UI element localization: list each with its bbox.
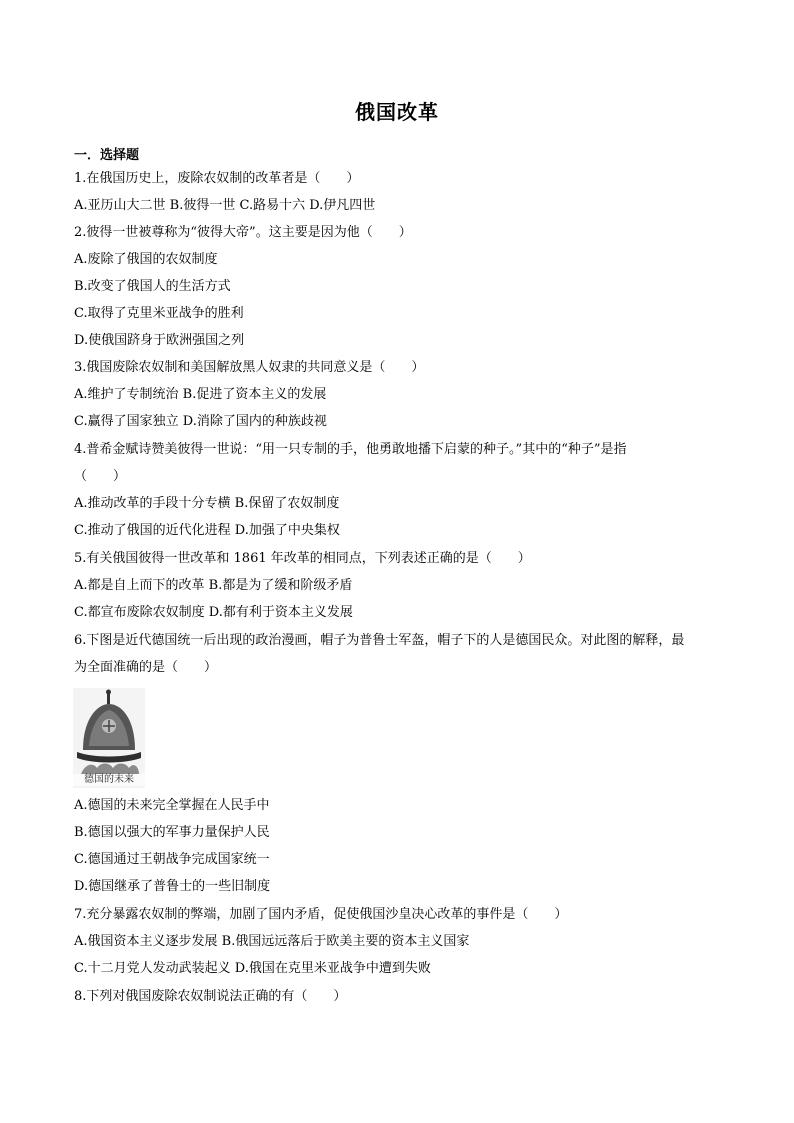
question-1-stem: 1.在俄国历史上，废除农奴制的改革者是（ ） — [74, 171, 360, 186]
question-7-options-cd: C.十二月党人发动武装起义 D.俄国在克里米亚战争中遭到失败 — [74, 961, 431, 976]
question-5-options-cd: C.都宣布废除农奴制度 D.都有利于资本主义发展 — [74, 605, 353, 620]
cartoon-image — [73, 688, 145, 788]
question-4-options-cd: C.推动了俄国的近代化进程 D.加强了中央集权 — [74, 523, 340, 538]
section-heading: 一．选择题 — [74, 148, 140, 163]
question-6-option-b: B.德国以强大的军事力量保护人民 — [74, 825, 270, 840]
question-7-stem: 7.充分暴露农奴制的弊端，加剧了国内矛盾，促使俄国沙皇决心改革的事件是（ ） — [74, 907, 568, 922]
question-6-option-c: C.德国通过王朝战争完成国家统一 — [74, 852, 270, 867]
question-2-option-b: B.改变了俄国人的生活方式 — [74, 279, 231, 294]
question-7-options-ab: A.俄国资本主义逐步发展 B.俄国远远落后于欧美主要的资本主义国家 — [74, 934, 470, 949]
question-2-option-d: D.使俄国跻身于欧洲强国之列 — [74, 333, 245, 348]
question-4-options-ab: A.推动改革的手段十分专横 B.保留了农奴制度 — [74, 496, 340, 511]
question-4-stem: 4.普希金赋诗赞美彼得一世说：“用一只专制的手，他勇敢地播下启蒙的种子。”其中的“种子”是指 — [74, 442, 627, 457]
question-3-options-ab: A.维护了专制统治 B.促进了资本主义的发展 — [74, 387, 327, 402]
question-2-option-a: A.废除了俄国的农奴制度 — [74, 252, 218, 267]
question-2-stem: 2.彼得一世被尊称为“彼得大帝”。这主要是因为他（ ） — [74, 225, 412, 240]
question-2-option-c: C.取得了克里米亚战争的胜利 — [74, 306, 244, 321]
question-3-stem: 3.俄国废除农奴制和美国解放黑人奴隶的共同意义是（ ） — [74, 360, 425, 375]
question-6-option-a: A.德国的未来完全掌握在人民手中 — [74, 798, 270, 813]
question-5-stem: 5.有关俄国彼得一世改革和 1861 年改革的相同点，下列表述正确的是（ ） — [74, 551, 531, 566]
cartoon-caption: 德国的未来 — [73, 774, 145, 786]
question-4-stem-continued: （ ） — [74, 469, 127, 484]
question-1-options: A.亚历山大二世 B.彼得一世 C.路易十六 D.伊凡四世 — [74, 198, 376, 213]
prussian-helmet-cartoon — [73, 688, 145, 788]
question-6-option-d: D.德国继承了普鲁士的一些旧制度 — [74, 879, 271, 894]
question-5-options-ab: A.都是自上而下的改革 B.都是为了缓和阶级矛盾 — [74, 578, 353, 593]
page-title: 俄国改革 — [355, 100, 439, 124]
question-3-options-cd: C.赢得了国家独立 D.消除了国内的种族歧视 — [74, 414, 327, 429]
question-6-stem: 6.下图是近代德国统一后出现的政治漫画，帽子为普鲁士军盔，帽子下的人是德国民众。对此图的解释，最 — [74, 633, 685, 648]
question-8-stem: 8.下列对俄国废除农奴制说法正确的有（ ） — [74, 989, 347, 1004]
question-6-stem-continued: 为全面准确的是（ ） — [74, 660, 218, 675]
